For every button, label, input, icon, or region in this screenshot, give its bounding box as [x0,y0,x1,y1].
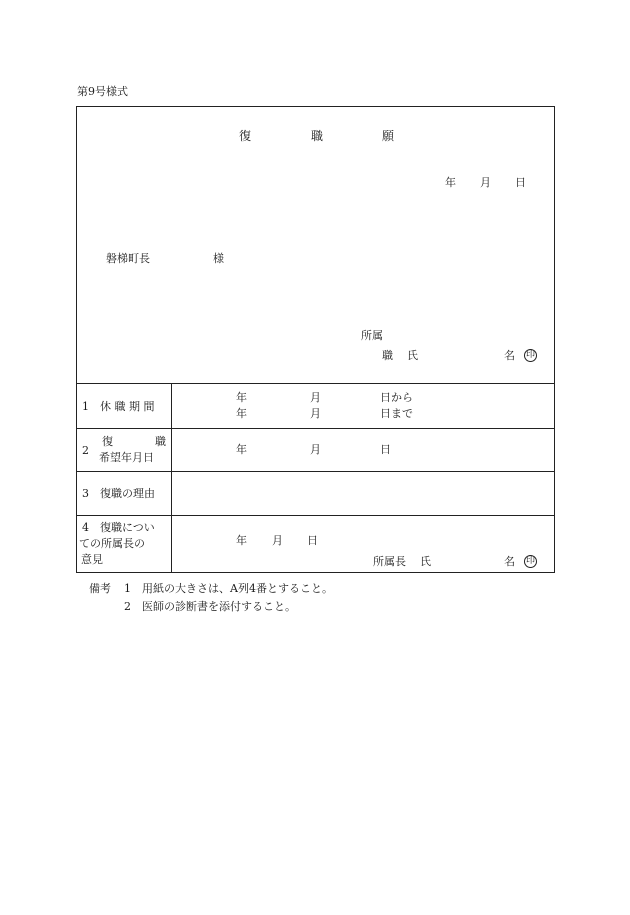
leave-to-year: 年 [236,407,247,420]
opinion-day: 日 [307,534,318,547]
leave-from-year: 年 [236,391,247,404]
return-date-year: 年 [236,443,247,456]
leave-to-day: 日まで [380,407,413,420]
opinion-name-suffix: 名 [504,555,515,568]
leave-from-month: 月 [310,391,321,404]
return-date-day: 日 [380,443,391,456]
applicant-position-label: 職 [382,349,393,362]
opinion-name-label: 氏 [420,555,431,568]
leave-period-label: 1 休 職 期 間 [82,400,155,413]
date-year: 年 [445,176,456,189]
form-title-char-3: 願 [382,129,395,143]
note-1-text: 用紙の大きさは、A列4番とすること。 [142,582,333,595]
reason-label: 3 復職の理由 [82,487,155,500]
opinion-label-line1: 4 復職につい [82,521,155,534]
applicant-name-suffix: 名 [504,349,515,362]
return-date-label-num: 2 [82,444,89,457]
row-divider-3 [76,471,555,472]
row-divider-2 [76,428,555,429]
chief-seal-icon: 印 [525,556,535,566]
form-title-char-2: 職 [311,129,324,143]
row-divider-4 [76,515,555,516]
row-divider-1 [76,383,555,384]
column-divider [171,383,172,573]
opinion-label-line2: ての所属長の [79,537,145,550]
form-title-char-1: 復 [239,129,252,143]
addressee-honorific: 様 [213,252,224,265]
addressee-name: 磐梯町長 [106,252,150,265]
date-month: 月 [480,176,491,189]
applicant-affiliation-label: 所属 [361,329,383,342]
return-date-label-b: 職 [155,435,166,448]
applicant-name-label: 氏 [407,349,418,362]
opinion-chief-label: 所属長 [373,555,406,568]
leave-from-day: 日から [380,391,413,404]
seal-icon: 印 [525,350,535,360]
note-2-number: 2 [124,600,131,613]
opinion-year: 年 [236,534,247,547]
return-date-label-a: 復 [102,435,113,448]
return-date-month: 月 [310,443,321,456]
opinion-label-line3: 意見 [81,553,103,566]
note-2-text: 医師の診断書を添付すること。 [142,600,296,613]
opinion-month: 月 [272,534,283,547]
leave-to-month: 月 [310,407,321,420]
return-date-label-line2: 希望年月日 [99,451,154,464]
date-day: 日 [515,176,526,189]
note-1-number: 1 [124,582,131,595]
notes-heading: 備考 [89,582,111,595]
form-number: 第9号様式 [77,85,128,98]
